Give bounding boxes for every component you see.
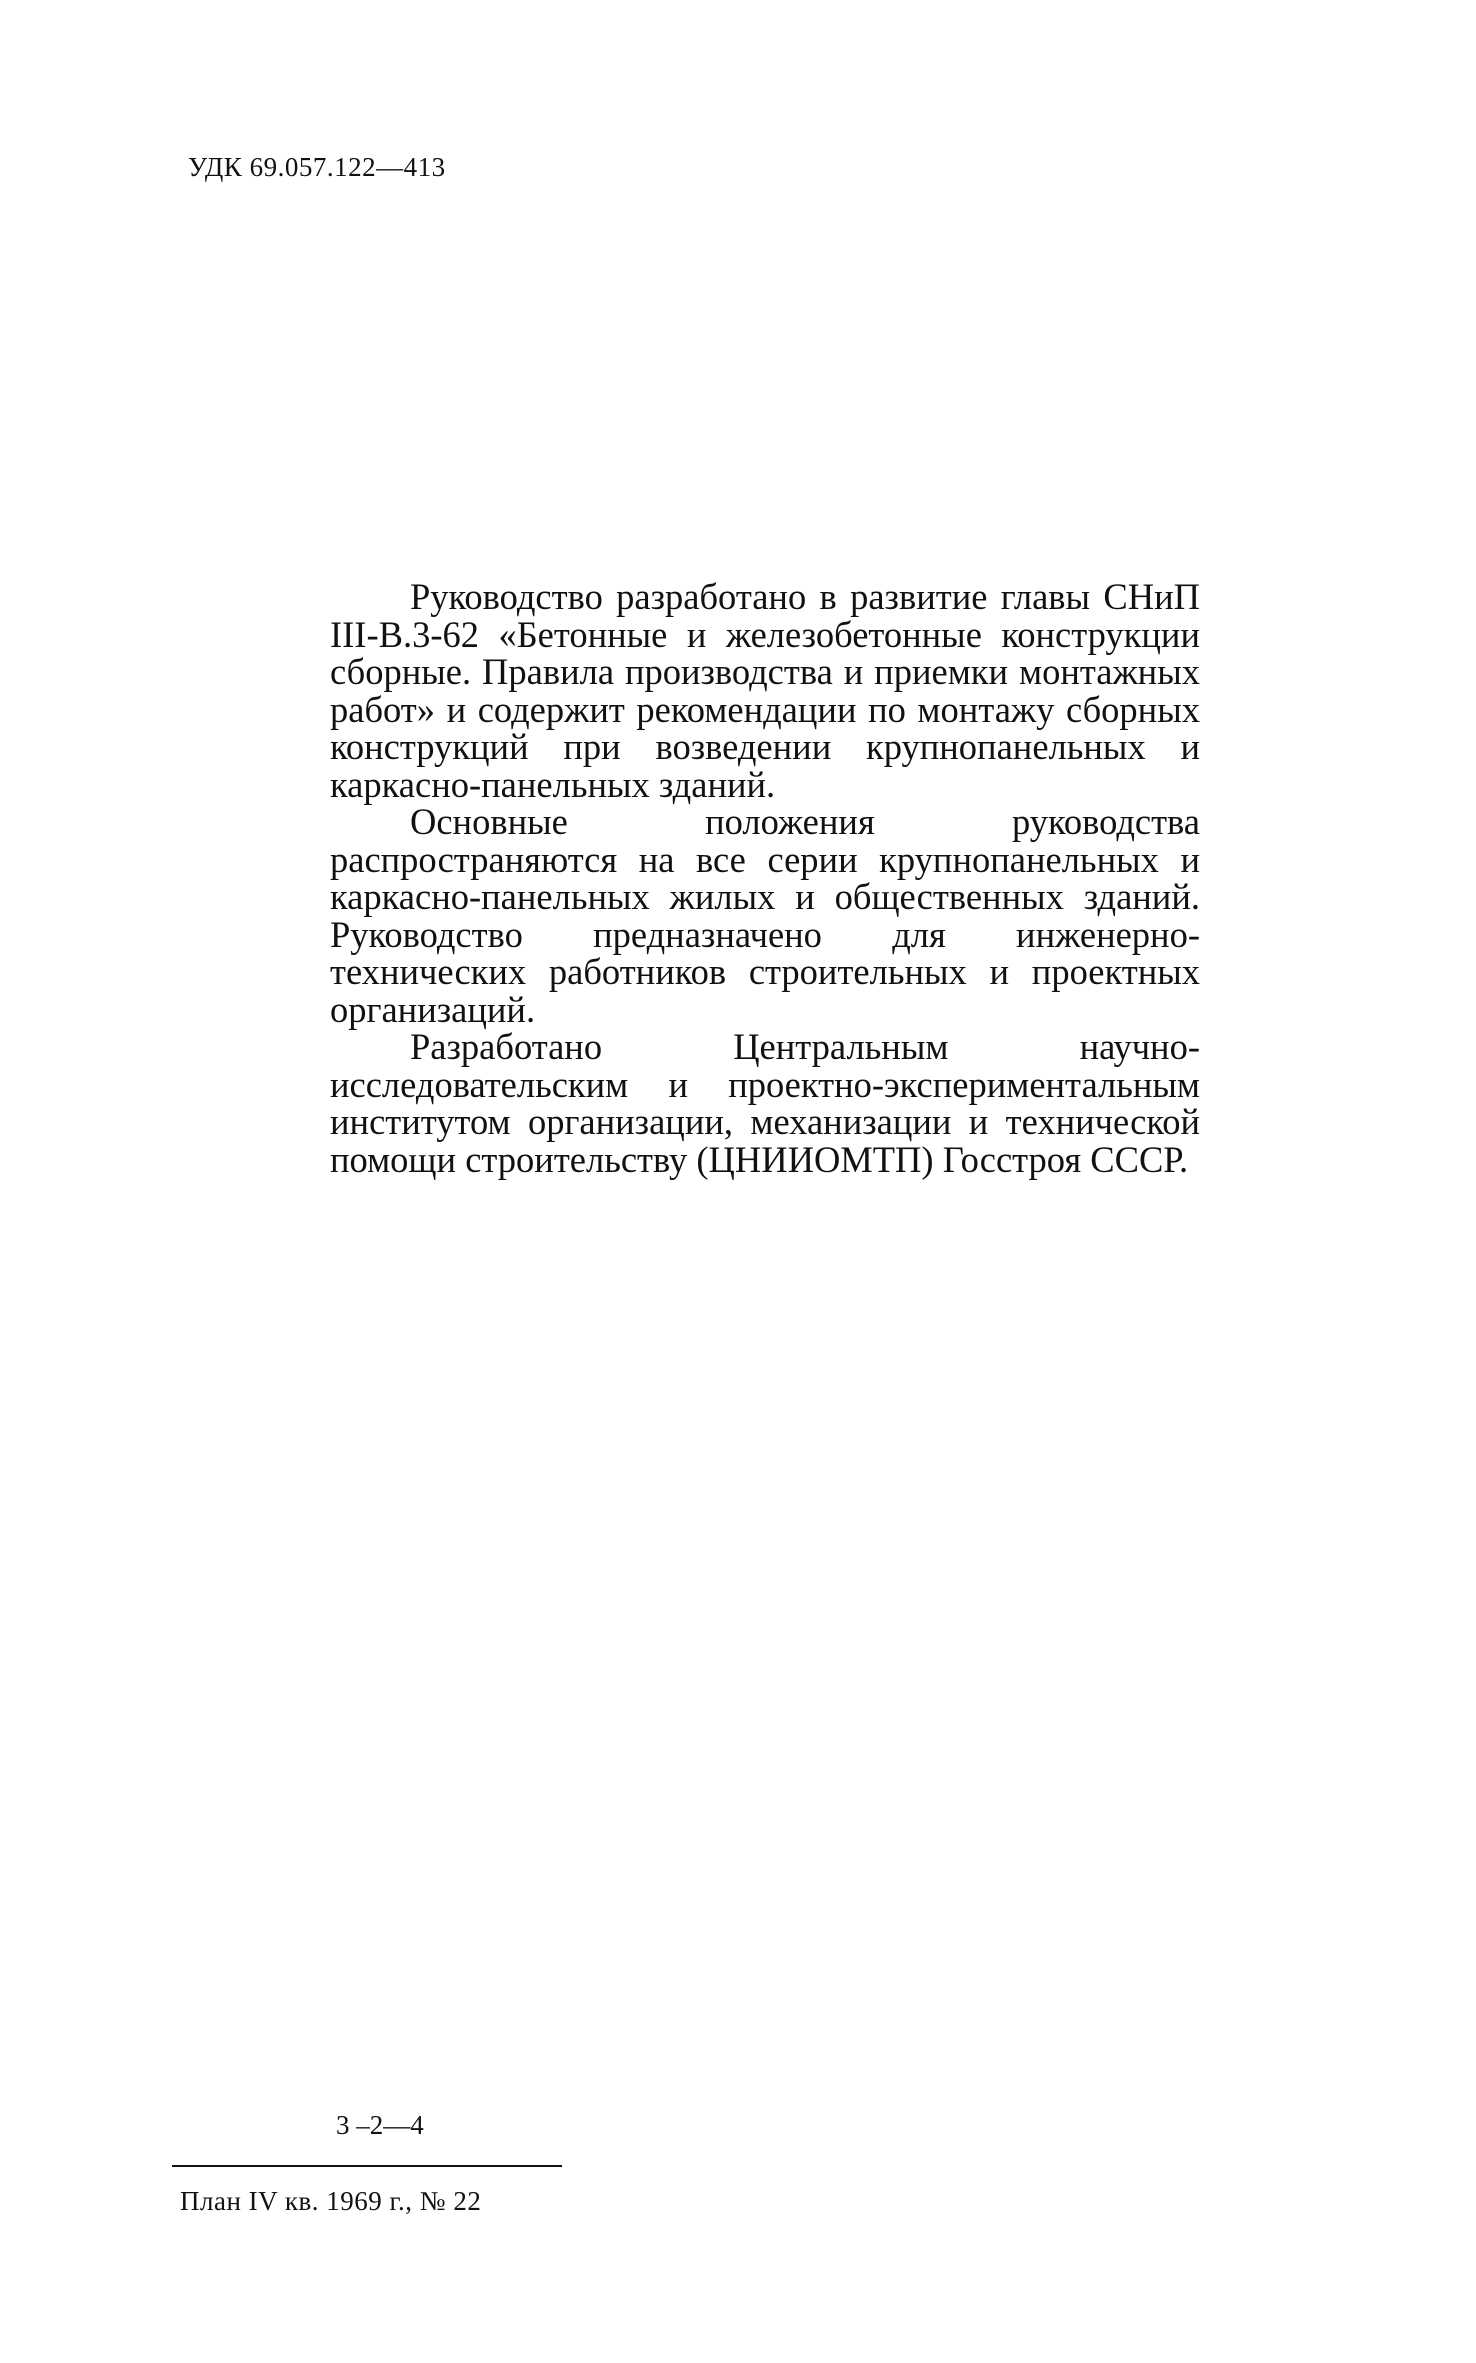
paragraph-development-basis: Руководство разработано в развитие главы СНиП III-В.3-62 «Бетонные и железобетонные конструкции сборные. Правила производства и приемки монтажных работ» и содержит рекомендации по монтажу сборных конструкций при возведении крупнопанельных и каркасно-панельных зданий. [330,576,1200,805]
annotation-text [330,578,1200,1178]
paragraph-scope: Основные положения руководства распространяются на все серии крупнопанельных и каркасно-панельных жилых и общественных зданий. Руководство предназначено для инженерно-технических работников строительных и проектных организаций. [330,801,1200,1030]
imprint-divider [172,2165,562,2167]
imprint-number: 3 –2—4 [336,2110,424,2140]
udk-code: УДК 69.057.122—413 [188,152,446,182]
publication-plan: План IV кв. 1969 г., № 22 [180,2186,482,2216]
paragraph-developer: Разработано Центральным научно-исследовательским и проектно-экспериментальным институтом организации, механизации и технической помощи строительству (ЦНИИОМТП) Госстроя СССР. [330,1026,1200,1180]
